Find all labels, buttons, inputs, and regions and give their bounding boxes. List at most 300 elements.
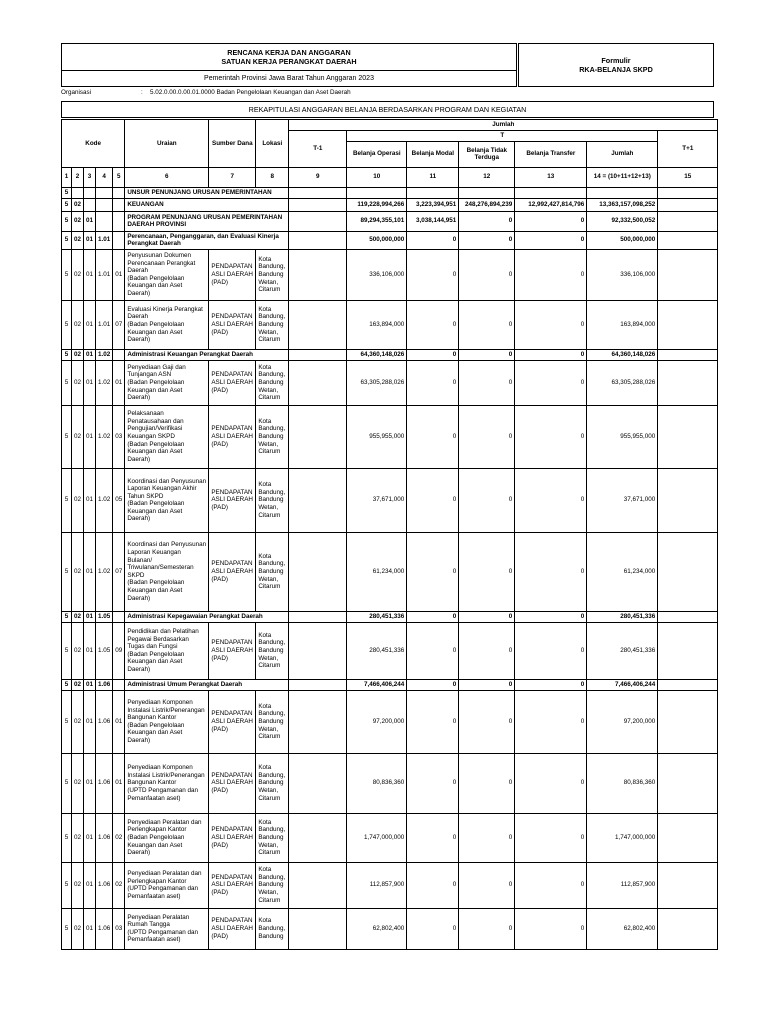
belanja-tidak-terduga-cell: 0 <box>459 862 515 908</box>
belanja-transfer-cell: 0 <box>515 360 587 405</box>
belanja-modal-cell: 0 <box>407 753 459 813</box>
t-minus-cell <box>289 622 347 679</box>
belanja-tidak-terduga-cell: 0 <box>459 349 515 360</box>
belanja-tidak-terduga-cell: 0 <box>459 813 515 862</box>
kode-segment-5: 02 <box>113 813 125 862</box>
jumlah-cell: 280,451,336 <box>587 622 658 679</box>
kode-segment-5 <box>113 187 125 198</box>
t-plus-cell <box>658 813 718 862</box>
t-plus-cell <box>658 611 718 622</box>
kode-segment-3: 01 <box>84 611 96 622</box>
belanja-transfer-cell <box>515 187 587 198</box>
kode-segment-2: 02 <box>72 611 84 622</box>
kode-segment-2: 02 <box>72 211 84 231</box>
kode-segment-1: 5 <box>62 249 72 300</box>
table-row <box>62 532 718 611</box>
kode-segment-2: 02 <box>72 300 84 349</box>
kode-segment-4: 1.02 <box>96 349 113 360</box>
belanja-transfer-cell: 0 <box>515 300 587 349</box>
sumber-dana-cell: PENDAPATAN ASLI DAERAH (PAD) <box>209 690 256 753</box>
belanja-transfer-cell: 0 <box>515 211 587 231</box>
kode-segment-5: 01 <box>113 690 125 753</box>
rekap-title: REKAPITULASI ANGGARAN BELANJA BERDASARKAN PROGRAM DAN KEGIATAN <box>61 101 714 118</box>
table-row <box>62 187 718 198</box>
t-minus-header: T-1 <box>289 131 347 168</box>
lokasi-cell: Kota Bandung, Bandung <box>256 908 289 949</box>
uraian-cell: UNSUR PENUNJANG URUSAN PEMERINTAHAN <box>125 187 289 198</box>
jumlah-cell <box>587 187 658 198</box>
sumber-dana-cell: PENDAPATAN ASLI DAERAH (PAD) <box>209 468 256 532</box>
kode-segment-4: 1.01 <box>96 300 113 349</box>
t-minus-cell <box>289 813 347 862</box>
t-minus-cell <box>289 405 347 468</box>
belanja-modal-cell: 0 <box>407 349 459 360</box>
kode-segment-2: 02 <box>72 198 84 211</box>
kode-segment-1: 5 <box>62 862 72 908</box>
kode-segment-4: 1.06 <box>96 679 113 690</box>
belanja-transfer-cell: 0 <box>515 862 587 908</box>
t-plus-cell <box>658 690 718 753</box>
lokasi-header: Lokasi <box>256 120 289 168</box>
kode-segment-3: 01 <box>84 468 96 532</box>
column-number: 10 <box>347 167 407 187</box>
column-number: 13 <box>515 167 587 187</box>
lokasi-cell: Kota Bandung, Bandung Wetan, Citarum <box>256 813 289 862</box>
uraian-cell: Koordinasi dan Penyusunan Laporan Keuangan Bulanan/ Triwulanan/Semesteran SKPD (Badan Pengelolaan Keuangan dan Aset Daerah) <box>125 532 209 611</box>
kode-segment-4: 1.06 <box>96 813 113 862</box>
kode-segment-4: 1.01 <box>96 249 113 300</box>
jumlah-cell: 112,857,900 <box>587 862 658 908</box>
t-minus-cell <box>289 753 347 813</box>
belanja-transfer-header: Belanja Transfer <box>515 141 587 167</box>
t-plus-cell <box>658 249 718 300</box>
kode-segment-2 <box>72 187 84 198</box>
belanja-operasi-cell: 955,955,000 <box>347 405 407 468</box>
kode-segment-4: 1.06 <box>96 908 113 949</box>
kode-segment-1: 5 <box>62 690 72 753</box>
belanja-transfer-cell: 0 <box>515 349 587 360</box>
belanja-operasi-cell: 112,857,900 <box>347 862 407 908</box>
belanja-modal-cell: 0 <box>407 405 459 468</box>
uraian-cell: Penyediaan Peralatan dan Perlengkapan Kantor (UPTD Pengamanan dan Pemanfaatan aset) <box>125 862 209 908</box>
jumlah-cell: 97,200,000 <box>587 690 658 753</box>
belanja-transfer-cell: 0 <box>515 813 587 862</box>
t-plus-cell <box>658 622 718 679</box>
belanja-modal-cell: 0 <box>407 908 459 949</box>
t-plus-cell <box>658 862 718 908</box>
jumlah-cell: 280,451,336 <box>587 611 658 622</box>
belanja-transfer-cell: 0 <box>515 690 587 753</box>
kode-segment-1: 5 <box>62 349 72 360</box>
jumlah-cell: 13,363,157,098,252 <box>587 198 658 211</box>
kode-segment-3: 01 <box>84 753 96 813</box>
column-number: 3 <box>84 167 96 187</box>
jumlah-t-header: Jumlah <box>587 141 658 167</box>
jumlah-cell: 62,802,400 <box>587 908 658 949</box>
kode-segment-2: 02 <box>72 679 84 690</box>
belanja-operasi-cell <box>347 187 407 198</box>
kode-segment-5: 02 <box>113 862 125 908</box>
kode-segment-1: 5 <box>62 908 72 949</box>
belanja-modal-cell: 0 <box>407 249 459 300</box>
kode-segment-1: 5 <box>62 532 72 611</box>
table-row <box>62 198 718 211</box>
column-number: 7 <box>209 167 256 187</box>
document-subtitle: Pemerintah Provinsi Jawa Barat Tahun Anggaran 2023 <box>61 70 517 87</box>
table-row <box>62 813 718 862</box>
column-number: 5 <box>113 167 125 187</box>
column-number: 4 <box>96 167 113 187</box>
uraian-cell: Pendidikan dan Pelatihan Pegawai Berdasarkan Tugas dan Fungsi (Badan Pengelolaan Keuangan dan Aset Daerah) <box>125 622 209 679</box>
kode-segment-3 <box>84 198 96 211</box>
belanja-tidak-terduga-cell: 0 <box>459 908 515 949</box>
belanja-operasi-cell: 61,234,000 <box>347 532 407 611</box>
jumlah-cell: 61,234,000 <box>587 532 658 611</box>
kode-segment-2: 02 <box>72 360 84 405</box>
table-row <box>62 300 718 349</box>
t-minus-cell <box>289 532 347 611</box>
kode-segment-2: 02 <box>72 468 84 532</box>
sumber-dana-cell: PENDAPATAN ASLI DAERAH (PAD) <box>209 249 256 300</box>
lokasi-cell: Kota Bandung, Bandung Wetan, Citarum <box>256 532 289 611</box>
kode-segment-5 <box>113 231 125 249</box>
belanja-modal-cell: 0 <box>407 360 459 405</box>
kode-segment-4 <box>96 187 113 198</box>
uraian-header: Uraian <box>125 120 209 168</box>
kode-segment-1: 5 <box>62 813 72 862</box>
kode-segment-1: 5 <box>62 611 72 622</box>
jumlah-cell: 64,360,148,026 <box>587 349 658 360</box>
belanja-transfer-cell: 0 <box>515 908 587 949</box>
t-plus-cell <box>658 679 718 690</box>
table-row <box>62 753 718 813</box>
belanja-transfer-cell: 0 <box>515 622 587 679</box>
jumlah-cell: 7,466,406,244 <box>587 679 658 690</box>
kode-segment-5: 07 <box>113 300 125 349</box>
belanja-operasi-cell: 62,802,400 <box>347 908 407 949</box>
t-minus-cell <box>289 679 347 690</box>
table-row <box>62 611 718 622</box>
jumlah-cell: 1,747,000,000 <box>587 813 658 862</box>
table-row <box>62 862 718 908</box>
kode-segment-5: 07 <box>113 532 125 611</box>
uraian-cell: Evaluasi Kinerja Perangkat Daerah (Badan Pengelolaan Keuangan dan Aset Daerah) <box>125 300 209 349</box>
kode-segment-5 <box>113 198 125 211</box>
kode-segment-4: 1.02 <box>96 468 113 532</box>
t-plus-cell <box>658 198 718 211</box>
uraian-cell: KEUANGAN <box>125 198 289 211</box>
column-number: 8 <box>256 167 289 187</box>
sumber-dana-header: Sumber Dana <box>209 120 256 168</box>
belanja-transfer-cell: 0 <box>515 468 587 532</box>
t-minus-cell <box>289 187 347 198</box>
belanja-modal-cell <box>407 187 459 198</box>
sumber-dana-cell: PENDAPATAN ASLI DAERAH (PAD) <box>209 622 256 679</box>
belanja-transfer-cell: 0 <box>515 231 587 249</box>
kode-segment-1: 5 <box>62 360 72 405</box>
kode-segment-4: 1.06 <box>96 690 113 753</box>
belanja-modal-cell: 0 <box>407 622 459 679</box>
uraian-cell: Administrasi Kepegawaian Perangkat Daerah <box>125 611 289 622</box>
jumlah-header: Jumlah <box>289 120 718 131</box>
kode-segment-1: 5 <box>62 753 72 813</box>
column-number: 2 <box>72 167 84 187</box>
sumber-dana-cell: PENDAPATAN ASLI DAERAH (PAD) <box>209 405 256 468</box>
lokasi-cell: Kota Bandung, Bandung Wetan, Citarum <box>256 690 289 753</box>
belanja-modal-cell: 0 <box>407 611 459 622</box>
kode-segment-2: 02 <box>72 690 84 753</box>
kode-segment-2: 02 <box>72 813 84 862</box>
t-minus-cell <box>289 360 347 405</box>
belanja-modal-cell: 0 <box>407 231 459 249</box>
uraian-cell: Koordinasi dan Penyusunan Laporan Keuangan Akhir Tahun SKPD (Badan Pengelolaan Keuangan dan Aset Daerah) <box>125 468 209 532</box>
kode-segment-5: 05 <box>113 468 125 532</box>
kode-segment-3: 01 <box>84 532 96 611</box>
lokasi-cell: Kota Bandung, Bandung Wetan, Citarum <box>256 622 289 679</box>
belanja-tidak-terduga-cell: 0 <box>459 679 515 690</box>
kode-segment-3: 01 <box>84 231 96 249</box>
kode-segment-2: 02 <box>72 405 84 468</box>
kode-segment-5: 09 <box>113 622 125 679</box>
belanja-operasi-header: Belanja Operasi <box>347 141 407 167</box>
column-number: 6 <box>125 167 209 187</box>
sumber-dana-cell: PENDAPATAN ASLI DAERAH (PAD) <box>209 813 256 862</box>
kode-segment-4: 1.02 <box>96 405 113 468</box>
lokasi-cell: Kota Bandung, Bandung Wetan, Citarum <box>256 753 289 813</box>
belanja-tidak-terduga-cell: 0 <box>459 405 515 468</box>
uraian-cell: Administrasi Umum Perangkat Daerah <box>125 679 289 690</box>
belanja-tidak-terduga-cell: 248,276,894,239 <box>459 198 515 211</box>
belanja-operasi-cell: 63,305,288,026 <box>347 360 407 405</box>
kode-segment-3: 01 <box>84 862 96 908</box>
t-plus-cell <box>658 300 718 349</box>
table-row <box>62 349 718 360</box>
kode-segment-5: 03 <box>113 908 125 949</box>
t-plus-cell <box>658 360 718 405</box>
belanja-operasi-cell: 119,228,994,266 <box>347 198 407 211</box>
t-plus-cell <box>658 753 718 813</box>
title-line-1: RENCANA KERJA DAN ANGGARAN <box>227 48 351 57</box>
sumber-dana-cell: PENDAPATAN ASLI DAERAH (PAD) <box>209 532 256 611</box>
uraian-cell: Perencanaan, Penganggaran, dan Evaluasi Kinerja Perangkat Daerah <box>125 231 289 249</box>
kode-segment-5: 01 <box>113 360 125 405</box>
uraian-cell: Penyediaan Komponen Instalasi Listrik/Penerangan Bangunan Kantor (UPTD Pengamanan dan Pemanfaatan aset) <box>125 753 209 813</box>
kode-segment-3: 01 <box>84 405 96 468</box>
table-row <box>62 211 718 231</box>
kode-segment-1: 5 <box>62 211 72 231</box>
jumlah-cell: 80,836,360 <box>587 753 658 813</box>
belanja-modal-cell: 0 <box>407 300 459 349</box>
uraian-cell: Penyediaan Peralatan dan Perlengkapan Kantor (Badan Pengelolaan Keuangan dan Aset Daerah) <box>125 813 209 862</box>
jumlah-cell: 92,332,500,052 <box>587 211 658 231</box>
kode-segment-3: 01 <box>84 360 96 405</box>
t-plus-cell <box>658 211 718 231</box>
belanja-transfer-cell: 0 <box>515 611 587 622</box>
form-name: RKA-BELANJA SKPD <box>579 65 653 74</box>
lokasi-cell: Kota Bandung, Bandung Wetan, Citarum <box>256 405 289 468</box>
belanja-tidak-terduga-header: Belanja Tidak Terduga <box>459 141 515 167</box>
column-number: 11 <box>407 167 459 187</box>
lokasi-cell: Kota Bandung, Bandung Wetan, Citarum <box>256 360 289 405</box>
belanja-tidak-terduga-cell: 0 <box>459 231 515 249</box>
lokasi-cell: Kota Bandung, Bandung Wetan, Citarum <box>256 300 289 349</box>
t-minus-cell <box>289 349 347 360</box>
belanja-operasi-cell: 89,294,355,101 <box>347 211 407 231</box>
kode-segment-3: 01 <box>84 349 96 360</box>
kode-segment-4 <box>96 211 113 231</box>
document-title <box>61 43 517 71</box>
title-line-2: SATUAN KERJA PERANGKAT DAERAH <box>221 57 357 66</box>
table-row <box>62 231 718 249</box>
belanja-transfer-cell: 0 <box>515 532 587 611</box>
column-number: 14 = (10+11+12+13) <box>587 167 658 187</box>
t-minus-cell <box>289 862 347 908</box>
belanja-modal-cell: 0 <box>407 468 459 532</box>
belanja-operasi-cell: 280,451,336 <box>347 622 407 679</box>
t-plus-cell <box>658 532 718 611</box>
kode-segment-1: 5 <box>62 187 72 198</box>
uraian-cell: Administrasi Keuangan Perangkat Daerah <box>125 349 289 360</box>
kode-segment-5 <box>113 211 125 231</box>
belanja-modal-cell: 3,038,144,951 <box>407 211 459 231</box>
document-header <box>61 43 714 87</box>
belanja-transfer-cell: 0 <box>515 679 587 690</box>
column-number: 9 <box>289 167 347 187</box>
belanja-modal-cell: 3,223,394,951 <box>407 198 459 211</box>
kode-segment-4: 1.06 <box>96 753 113 813</box>
t-minus-cell <box>289 249 347 300</box>
kode-segment-1: 5 <box>62 679 72 690</box>
belanja-tidak-terduga-cell: 0 <box>459 753 515 813</box>
kode-segment-1: 5 <box>62 231 72 249</box>
sumber-dana-cell: PENDAPATAN ASLI DAERAH (PAD) <box>209 908 256 949</box>
sumber-dana-cell: PENDAPATAN ASLI DAERAH (PAD) <box>209 862 256 908</box>
kode-segment-5 <box>113 611 125 622</box>
kode-segment-3: 01 <box>84 690 96 753</box>
belanja-tidak-terduga-cell: 0 <box>459 611 515 622</box>
t-minus-cell <box>289 611 347 622</box>
belanja-modal-cell: 0 <box>407 813 459 862</box>
belanja-transfer-cell: 12,992,427,814,796 <box>515 198 587 211</box>
belanja-operasi-cell: 163,894,000 <box>347 300 407 349</box>
belanja-tidak-terduga-cell: 0 <box>459 532 515 611</box>
column-number: 1 <box>62 167 72 187</box>
t-header: T <box>347 131 658 142</box>
kode-segment-3: 01 <box>84 300 96 349</box>
belanja-modal-cell: 0 <box>407 690 459 753</box>
sumber-dana-cell: PENDAPATAN ASLI DAERAH (PAD) <box>209 753 256 813</box>
belanja-tidak-terduga-cell: 0 <box>459 468 515 532</box>
belanja-tidak-terduga-cell: 0 <box>459 300 515 349</box>
t-plus-header: T+1 <box>658 131 718 168</box>
kode-segment-1: 5 <box>62 405 72 468</box>
kode-segment-3: 01 <box>84 908 96 949</box>
belanja-modal-cell: 0 <box>407 679 459 690</box>
kode-segment-2: 02 <box>72 908 84 949</box>
t-minus-cell <box>289 690 347 753</box>
kode-segment-3: 01 <box>84 211 96 231</box>
sumber-dana-cell: PENDAPATAN ASLI DAERAH (PAD) <box>209 300 256 349</box>
kode-segment-2: 02 <box>72 349 84 360</box>
lokasi-cell: Kota Bandung, Bandung Wetan, Citarum <box>256 468 289 532</box>
t-plus-cell <box>658 908 718 949</box>
belanja-operasi-cell: 37,671,000 <box>347 468 407 532</box>
kode-segment-3: 01 <box>84 249 96 300</box>
kode-segment-3: 01 <box>84 679 96 690</box>
form-label: Formulir <box>601 56 631 65</box>
t-plus-cell <box>658 349 718 360</box>
kode-segment-2: 02 <box>72 249 84 300</box>
belanja-operasi-cell: 97,200,000 <box>347 690 407 753</box>
kode-segment-5 <box>113 679 125 690</box>
kode-segment-5 <box>113 349 125 360</box>
jumlah-cell: 37,671,000 <box>587 468 658 532</box>
kode-segment-4 <box>96 198 113 211</box>
t-plus-cell <box>658 187 718 198</box>
t-minus-cell <box>289 300 347 349</box>
kode-segment-4: 1.02 <box>96 360 113 405</box>
organisasi-separator: : <box>141 89 143 96</box>
table-row <box>62 405 718 468</box>
kode-segment-1: 5 <box>62 622 72 679</box>
kode-segment-2: 02 <box>72 622 84 679</box>
belanja-transfer-cell: 0 <box>515 753 587 813</box>
sumber-dana-cell: PENDAPATAN ASLI DAERAH (PAD) <box>209 360 256 405</box>
lokasi-cell: Kota Bandung, Bandung Wetan, Citarum <box>256 862 289 908</box>
uraian-cell: Penyusunan Dokumen Perencanaan Perangkat Daerah (Badan Pengelolaan Keuangan dan Aset Daerah) <box>125 249 209 300</box>
kode-segment-3 <box>84 187 96 198</box>
kode-segment-5: 01 <box>113 753 125 813</box>
table-row <box>62 679 718 690</box>
kode-segment-5: 01 <box>113 249 125 300</box>
belanja-operasi-cell: 64,360,148,026 <box>347 349 407 360</box>
lokasi-cell: Kota Bandung, Bandung Wetan, Citarum <box>256 249 289 300</box>
t-plus-cell <box>658 231 718 249</box>
kode-segment-3: 01 <box>84 622 96 679</box>
belanja-tidak-terduga-cell: 0 <box>459 249 515 300</box>
column-number: 15 <box>658 167 718 187</box>
belanja-modal-header: Belanja Modal <box>407 141 459 167</box>
t-minus-cell <box>289 468 347 532</box>
belanja-operasi-cell: 280,451,336 <box>347 611 407 622</box>
belanja-tidak-terduga-cell: 0 <box>459 690 515 753</box>
form-code <box>518 43 714 87</box>
kode-segment-1: 5 <box>62 198 72 211</box>
kode-header: Kode <box>62 120 125 168</box>
belanja-operasi-cell: 336,106,000 <box>347 249 407 300</box>
organisasi-value: 5.02.0.00.0.00.01.0000 Badan Pengelolaan Keuangan dan Aset Daerah <box>150 89 351 96</box>
uraian-cell: Pelaksanaan Penatausahaan dan Pengujian/Verifikasi Keuangan SKPD (Badan Pengelolaan Keuangan dan Aset Daerah) <box>125 405 209 468</box>
kode-segment-5: 03 <box>113 405 125 468</box>
jumlah-cell: 336,106,000 <box>587 249 658 300</box>
belanja-tidak-terduga-cell: 0 <box>459 360 515 405</box>
jumlah-cell: 163,894,000 <box>587 300 658 349</box>
table-row <box>62 249 718 300</box>
belanja-operasi-cell: 80,836,360 <box>347 753 407 813</box>
belanja-modal-cell: 0 <box>407 862 459 908</box>
organisasi-label: Organisasi <box>61 89 92 96</box>
belanja-operasi-cell: 7,466,406,244 <box>347 679 407 690</box>
belanja-transfer-cell: 0 <box>515 405 587 468</box>
kode-segment-2: 02 <box>72 532 84 611</box>
table-row <box>62 468 718 532</box>
belanja-modal-cell: 0 <box>407 532 459 611</box>
jumlah-cell: 500,000,000 <box>587 231 658 249</box>
uraian-cell: Penyediaan Gaji dan Tunjangan ASN (Badan Pengelolaan Keuangan dan Aset Daerah) <box>125 360 209 405</box>
jumlah-cell: 955,955,000 <box>587 405 658 468</box>
t-minus-cell <box>289 198 347 211</box>
t-plus-cell <box>658 405 718 468</box>
